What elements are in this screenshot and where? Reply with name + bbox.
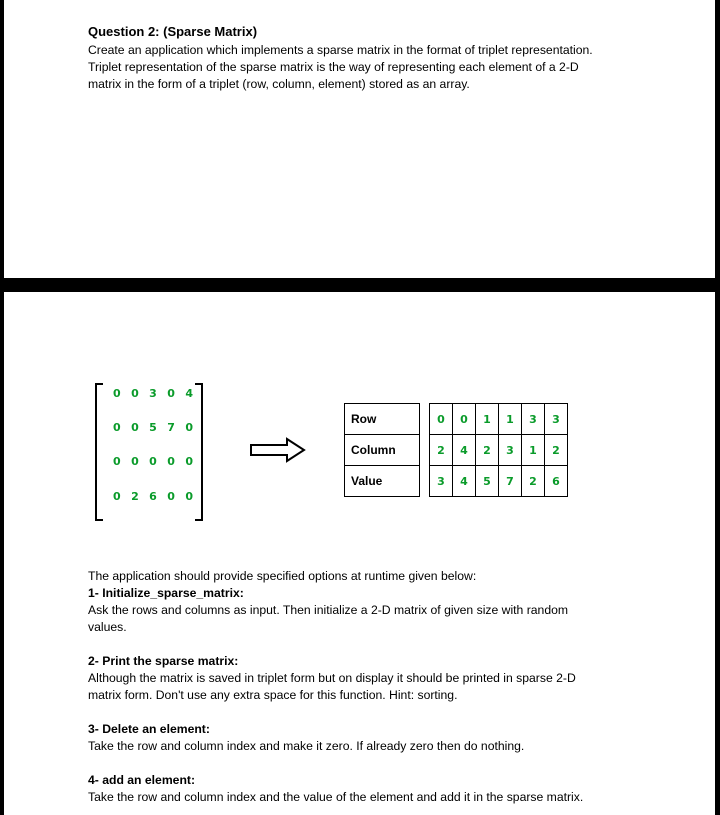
option-4-title: 4- add an element:	[88, 773, 196, 787]
options-intro: The application should provide specified options at runtime given below:	[88, 569, 477, 583]
triplet-row-row	[345, 404, 568, 435]
matrix-cell: 5	[149, 421, 157, 434]
options-section	[88, 568, 688, 806]
triplet-cell: 4	[453, 435, 476, 466]
matrix-cell: 0	[185, 421, 193, 434]
option-1-text: values.	[88, 620, 127, 634]
triplet-cell: 4	[453, 466, 476, 497]
option-2-text: matrix form. Don't use any extra space for this function. Hint: sorting.	[88, 688, 458, 702]
triplet-cell: 2	[545, 435, 568, 466]
matrix-cell: 0	[149, 455, 157, 468]
matrix-left-bracket	[95, 383, 103, 521]
triplet-table	[344, 403, 568, 497]
triplet-cell: 3	[545, 404, 568, 435]
matrix-row	[113, 421, 193, 434]
triplet-val-row	[345, 466, 568, 497]
matrix-cell: 0	[113, 387, 121, 400]
table-gap	[420, 466, 430, 497]
table-gap	[420, 435, 430, 466]
option-2-text: Although the matrix is saved in triplet form but on display it should be printed in sparse 2-D	[88, 671, 576, 685]
table-gap	[420, 404, 430, 435]
matrix-right-bracket	[195, 383, 203, 521]
page-top	[4, 0, 715, 278]
matrix-cell: 0	[167, 490, 175, 503]
triplet-cell: 0	[453, 404, 476, 435]
triplet-row-label: Row	[345, 404, 420, 435]
intro-line: matrix in the form of a triplet (row, column, element) stored as an array.	[88, 77, 470, 91]
matrix-cell: 0	[113, 455, 121, 468]
matrix-cell: 2	[131, 490, 139, 503]
question-intro	[88, 42, 648, 93]
triplet-val-label: Value	[345, 466, 420, 497]
triplet-cell: 1	[476, 404, 499, 435]
matrix-cell: 0	[167, 455, 175, 468]
matrix-cell: 0	[113, 490, 121, 503]
triplet-cell: 3	[430, 466, 453, 497]
intro-line: Create an application which implements a sparse matrix in the format of triplet representation.	[88, 43, 593, 57]
triplet-col-row	[345, 435, 568, 466]
triplet-cell: 2	[522, 466, 545, 497]
option-3-text: Take the row and column index and make it zero. If already zero then do nothing.	[88, 739, 525, 753]
triplet-cell: 7	[499, 466, 522, 497]
option-2-title: 2- Print the sparse matrix:	[88, 654, 239, 668]
matrix-cell: 0	[131, 421, 139, 434]
matrix-row	[113, 490, 193, 503]
page-bottom	[4, 292, 715, 815]
matrix-cell: 0	[185, 490, 193, 503]
matrix-cell: 0	[113, 421, 121, 434]
matrix-cell: 6	[149, 490, 157, 503]
triplet-cell: 2	[476, 435, 499, 466]
triplet-cell: 3	[522, 404, 545, 435]
triplet-cell: 6	[545, 466, 568, 497]
triplet-col-label: Column	[345, 435, 420, 466]
matrix-cell: 0	[131, 387, 139, 400]
triplet-cell: 0	[430, 404, 453, 435]
option-1-text: Ask the rows and columns as input. Then initialize a 2-D matrix of given size with random	[88, 603, 569, 617]
option-3-title: 3- Delete an element:	[88, 722, 210, 736]
matrix-row	[113, 455, 193, 468]
triplet-cell: 5	[476, 466, 499, 497]
triplet-cell: 1	[499, 404, 522, 435]
question-title: Question 2: (Sparse Matrix)	[88, 24, 258, 39]
sparse-matrix	[95, 383, 203, 519]
triplet-cell: 3	[499, 435, 522, 466]
triplet-cell: 1	[522, 435, 545, 466]
matrix-cell: 0	[167, 387, 175, 400]
intro-line: Triplet representation of the sparse matrix is the way of representing each element of a 2-D	[88, 60, 579, 74]
matrix-cell: 0	[131, 455, 139, 468]
triplet-cell: 2	[430, 435, 453, 466]
option-4-text: Take the row and column index and the value of the element and add it in the sparse matrix.	[88, 790, 584, 804]
matrix-cell: 0	[185, 455, 193, 468]
matrix-cell: 7	[167, 421, 175, 434]
matrix-cell: 3	[149, 387, 157, 400]
option-1-title: 1- Initialize_sparse_matrix:	[88, 586, 244, 600]
matrix-row	[113, 387, 193, 400]
right-arrow-icon	[249, 437, 307, 463]
matrix-cell: 4	[185, 387, 193, 400]
